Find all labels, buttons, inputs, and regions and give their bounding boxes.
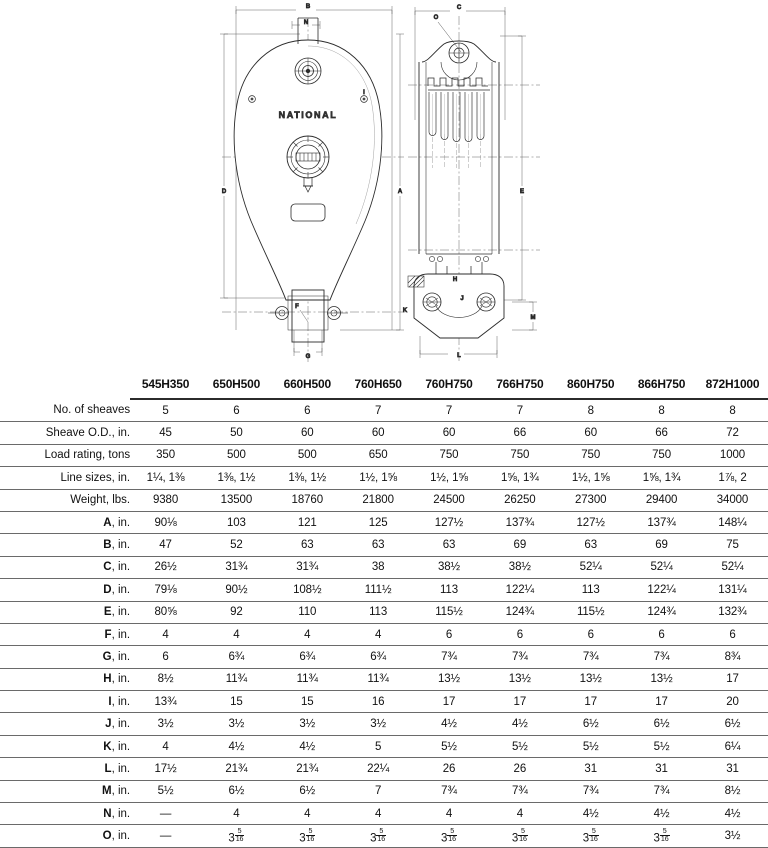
cell-760h750: 4 xyxy=(414,803,485,825)
cell-545h350: 350 xyxy=(130,444,201,466)
cell-872h1000: 6¼ xyxy=(697,735,768,757)
row-label-b xyxy=(0,534,130,556)
cell-650h500: 90½ xyxy=(201,579,272,601)
cell-760h750: 7¾ xyxy=(414,780,485,802)
dim-label-b: B xyxy=(305,4,311,10)
cell-660h500: 3½ xyxy=(272,713,343,735)
row-label-line-sizes-in: Line sizes, in. xyxy=(0,467,130,489)
cell-760h650: 21800 xyxy=(343,489,414,511)
cell-866h750: 29400 xyxy=(626,489,697,511)
cell-760h750: 115½ xyxy=(414,601,485,623)
cell-660h500: 11¾ xyxy=(272,668,343,690)
cell-760h750: 60 xyxy=(414,422,485,444)
cell-545h350: 47 xyxy=(130,534,201,556)
column-header-760h650: 760H650 xyxy=(343,372,414,399)
cell-766h750: 26250 xyxy=(484,489,555,511)
column-header-860h750: 860H750 xyxy=(555,372,626,399)
cell-660h500: 108½ xyxy=(272,579,343,601)
row-letter: C xyxy=(103,561,112,574)
row-label-k xyxy=(0,735,130,757)
brand-label: NATIONAL xyxy=(278,110,338,120)
cell-866h750: 124¾ xyxy=(626,601,697,623)
cell-650h500: 31¾ xyxy=(201,556,272,578)
row-label-weight-lbs: Weight, lbs. xyxy=(0,489,130,511)
cell-660h500: 1⅜, 1½ xyxy=(272,467,343,489)
cell-866h750: 13½ xyxy=(626,668,697,690)
cell-660h500: 4 xyxy=(272,803,343,825)
cell-860h750: 5½ xyxy=(555,735,626,757)
cell-872h1000: 3½ xyxy=(697,825,768,847)
cell-760h650: 60 xyxy=(343,422,414,444)
cell-760h750: 13½ xyxy=(414,668,485,690)
cell-860h750: 4½ xyxy=(555,803,626,825)
row-label-e xyxy=(0,601,130,623)
cell-860h750: 6 xyxy=(555,623,626,645)
cell-760h650: 63 xyxy=(343,534,414,556)
cell-660h500: 4½ xyxy=(272,735,343,757)
row-label-load-rating-tons: Load rating, tons xyxy=(0,444,130,466)
cell-760h750: 63 xyxy=(414,534,485,556)
cell-860h750: 115½ xyxy=(555,601,626,623)
dim-label-m: M xyxy=(530,315,536,321)
cell-760h750: 17 xyxy=(414,691,485,713)
cell-766h750: 26 xyxy=(484,758,555,780)
cell-660h500: 6 xyxy=(272,399,343,422)
cell-766h750: 1⅝, 1¾ xyxy=(484,467,555,489)
table-row xyxy=(0,691,768,713)
cell-650h500: 6¾ xyxy=(201,646,272,668)
dim-label-l: L xyxy=(457,353,461,359)
cell-650h500: 13500 xyxy=(201,489,272,511)
cell-866h750: 1⅝, 1¾ xyxy=(626,467,697,489)
cell-860h750: 7¾ xyxy=(555,646,626,668)
cell-650h500: 11¾ xyxy=(201,668,272,690)
cell-545h350: 1¼, 1⅜ xyxy=(130,467,201,489)
cell-650h500: 15 xyxy=(201,691,272,713)
cell-760h750: 127½ xyxy=(414,511,485,533)
cell-650h500: 103 xyxy=(201,511,272,533)
cell-650h500: 6½ xyxy=(201,780,272,802)
cell-760h750: 7¾ xyxy=(414,646,485,668)
row-label-n xyxy=(0,803,130,825)
table-row xyxy=(0,825,768,847)
cell-866h750: 750 xyxy=(626,444,697,466)
cell-866h750: 31 xyxy=(626,758,697,780)
row-unit: , in. xyxy=(111,673,131,686)
cell-760h750: 4½ xyxy=(414,713,485,735)
cell-866h750: 4½ xyxy=(626,803,697,825)
cell-660h500: 4 xyxy=(272,623,343,645)
cell-660h500: 21¾ xyxy=(272,758,343,780)
row-unit: , in. xyxy=(111,583,131,596)
cell-872h1000: 6 xyxy=(697,623,768,645)
table-row xyxy=(0,646,768,668)
cell-860h750: 27300 xyxy=(555,489,626,511)
row-unit: , in. xyxy=(111,695,131,708)
row-label-sheave-o-d-in: Sheave O.D., in. xyxy=(0,422,130,444)
cell-545h350: 26½ xyxy=(130,556,201,578)
row-label-o xyxy=(0,825,130,847)
row-unit: , in. xyxy=(111,606,131,619)
table-row xyxy=(0,556,768,578)
cell-545h350: — xyxy=(130,825,201,847)
row-unit: , in. xyxy=(111,561,131,574)
cell-860h750: 7¾ xyxy=(555,780,626,802)
cell-860h750: 60 xyxy=(555,422,626,444)
cell-860h750: 1½, 1⅝ xyxy=(555,467,626,489)
row-label-i xyxy=(0,691,130,713)
row-unit: , in. xyxy=(111,740,131,753)
row-unit: , in. xyxy=(111,807,131,820)
row-unit: , in. xyxy=(111,650,131,663)
row-unit: , in. xyxy=(111,762,131,775)
cell-766h750: 7¾ xyxy=(484,780,555,802)
cell-872h1000: 17 xyxy=(697,668,768,690)
cell-650h500: 4½ xyxy=(201,735,272,757)
dim-label-i: I xyxy=(363,90,365,96)
table-row xyxy=(0,489,768,511)
row-letter: L xyxy=(104,762,112,775)
cell-760h750: 3 $\frac{5}{16}$ xyxy=(414,825,485,847)
cell-545h350: 9380 xyxy=(130,489,201,511)
technical-drawing xyxy=(0,0,768,372)
row-label-d xyxy=(0,579,130,601)
cell-872h1000: 132¾ xyxy=(697,601,768,623)
row-label-h xyxy=(0,668,130,690)
cell-660h500: 121 xyxy=(272,511,343,533)
column-header-766h750: 766H750 xyxy=(484,372,555,399)
row-letter: G xyxy=(102,650,112,663)
row-label-j xyxy=(0,713,130,735)
table-row xyxy=(0,735,768,757)
row-label-l xyxy=(0,758,130,780)
cell-866h750: 6 xyxy=(626,623,697,645)
row-letter: O xyxy=(102,830,112,843)
table-row xyxy=(0,758,768,780)
cell-760h650: 7 xyxy=(343,399,414,422)
cell-860h750: 127½ xyxy=(555,511,626,533)
cell-760h650: 4 xyxy=(343,803,414,825)
cell-650h500: 500 xyxy=(201,444,272,466)
cell-545h350: 5 xyxy=(130,399,201,422)
cell-545h350: 8½ xyxy=(130,668,201,690)
row-label-no-of-sheaves: No. of sheaves xyxy=(0,399,130,422)
row-label-m xyxy=(0,780,130,802)
cell-860h750: 113 xyxy=(555,579,626,601)
cell-872h1000: 8½ xyxy=(697,780,768,802)
cell-760h650: 4 xyxy=(343,623,414,645)
cell-860h750: 63 xyxy=(555,534,626,556)
row-letter: H xyxy=(103,673,112,686)
table-row xyxy=(0,399,768,422)
cell-545h350: 45 xyxy=(130,422,201,444)
table-row xyxy=(0,668,768,690)
cell-766h750: 38½ xyxy=(484,556,555,578)
cell-860h750: 750 xyxy=(555,444,626,466)
cell-660h500: 60 xyxy=(272,422,343,444)
cell-866h750: 17 xyxy=(626,691,697,713)
table-corner-cell xyxy=(0,372,130,399)
dim-label-d: D xyxy=(221,189,227,195)
cell-545h350: 3½ xyxy=(130,713,201,735)
cell-760h750: 1½, 1⅝ xyxy=(414,467,485,489)
cell-760h650: 11¾ xyxy=(343,668,414,690)
table-row xyxy=(0,601,768,623)
cell-545h350: 80⅝ xyxy=(130,601,201,623)
cell-660h500: 500 xyxy=(272,444,343,466)
table-row xyxy=(0,579,768,601)
cell-650h500: 21¾ xyxy=(201,758,272,780)
table-row xyxy=(0,623,768,645)
dim-label-e: E xyxy=(519,189,525,195)
cell-766h750: 66 xyxy=(484,422,555,444)
cell-872h1000: 20 xyxy=(697,691,768,713)
row-letter: D xyxy=(103,583,112,596)
row-unit: , in. xyxy=(111,516,131,529)
cell-660h500: 31¾ xyxy=(272,556,343,578)
cell-866h750: 5½ xyxy=(626,735,697,757)
cell-545h350: 17½ xyxy=(130,758,201,780)
cell-872h1000: 72 xyxy=(697,422,768,444)
dim-label-j: J xyxy=(460,296,464,302)
cell-650h500: 3 $\frac{5}{16}$ xyxy=(201,825,272,847)
cell-866h750: 52¼ xyxy=(626,556,697,578)
dim-label-a: A xyxy=(397,189,403,195)
cell-760h750: 5½ xyxy=(414,735,485,757)
row-unit: , in. xyxy=(111,718,131,731)
cell-766h750: 69 xyxy=(484,534,555,556)
row-label-g xyxy=(0,646,130,668)
cell-872h1000: 52¼ xyxy=(697,556,768,578)
cell-866h750: 6½ xyxy=(626,713,697,735)
cell-766h750: 4 xyxy=(484,803,555,825)
dim-label-o: O xyxy=(433,15,439,21)
dim-label-n: N xyxy=(303,20,309,26)
cell-760h750: 750 xyxy=(414,444,485,466)
cell-650h500: 92 xyxy=(201,601,272,623)
cell-866h750: 7¾ xyxy=(626,646,697,668)
column-header-660h500: 660H500 xyxy=(272,372,343,399)
column-header-872h1000: 872H1000 xyxy=(697,372,768,399)
table-row xyxy=(0,511,768,533)
cell-766h750: 13½ xyxy=(484,668,555,690)
cell-866h750: 66 xyxy=(626,422,697,444)
cell-866h750: 137¾ xyxy=(626,511,697,533)
row-label-c xyxy=(0,556,130,578)
cell-766h750: 7¾ xyxy=(484,646,555,668)
row-letter: A xyxy=(103,516,112,529)
cell-860h750: 3 $\frac{5}{16}$ xyxy=(555,825,626,847)
cell-760h650: 113 xyxy=(343,601,414,623)
cell-872h1000: 148¼ xyxy=(697,511,768,533)
cell-660h500: 15 xyxy=(272,691,343,713)
cell-650h500: 1⅜, 1½ xyxy=(201,467,272,489)
cell-760h650: 111½ xyxy=(343,579,414,601)
cell-650h500: 50 xyxy=(201,422,272,444)
cell-766h750: 137¾ xyxy=(484,511,555,533)
row-letter: I xyxy=(108,695,112,708)
table-header-row xyxy=(0,372,768,399)
drawing-svg xyxy=(0,0,768,372)
specifications-table-container xyxy=(0,372,768,848)
row-letter: N xyxy=(103,807,112,820)
dim-label-f: F xyxy=(295,304,299,310)
cell-866h750: 8 xyxy=(626,399,697,422)
cell-866h750: 3 $\frac{5}{16}$ xyxy=(626,825,697,847)
cell-860h750: 17 xyxy=(555,691,626,713)
cell-760h650: 16 xyxy=(343,691,414,713)
column-header-650h500: 650H500 xyxy=(201,372,272,399)
cell-860h750: 52¼ xyxy=(555,556,626,578)
cell-766h750: 4½ xyxy=(484,713,555,735)
cell-766h750: 124¾ xyxy=(484,601,555,623)
row-unit: , in. xyxy=(111,830,131,843)
cell-766h750: 17 xyxy=(484,691,555,713)
cell-760h650: 5 xyxy=(343,735,414,757)
cell-760h650: 22¼ xyxy=(343,758,414,780)
cell-660h500: 6¾ xyxy=(272,646,343,668)
cell-760h650: 1½, 1⅝ xyxy=(343,467,414,489)
cell-545h350: 13¾ xyxy=(130,691,201,713)
cell-545h350: 90⅛ xyxy=(130,511,201,533)
cell-760h650: 3 $\frac{5}{16}$ xyxy=(343,825,414,847)
cell-650h500: 6 xyxy=(201,399,272,422)
cell-872h1000: 8 xyxy=(697,399,768,422)
cell-872h1000: 6½ xyxy=(697,713,768,735)
cell-872h1000: 1000 xyxy=(697,444,768,466)
cell-660h500: 3 $\frac{5}{16}$ xyxy=(272,825,343,847)
cell-872h1000: 1⅞, 2 xyxy=(697,467,768,489)
table-row xyxy=(0,780,768,802)
cell-866h750: 7¾ xyxy=(626,780,697,802)
dim-label-c: C xyxy=(456,5,462,11)
row-letter: F xyxy=(104,628,112,641)
row-letter: M xyxy=(101,785,112,798)
cell-760h750: 38½ xyxy=(414,556,485,578)
cell-545h350: — xyxy=(130,803,201,825)
cell-760h750: 6 xyxy=(414,623,485,645)
row-unit: , in. xyxy=(111,628,131,641)
cell-872h1000: 34000 xyxy=(697,489,768,511)
column-header-760h750: 760H750 xyxy=(414,372,485,399)
cell-872h1000: 8¾ xyxy=(697,646,768,668)
table-row xyxy=(0,467,768,489)
cell-766h750: 6 xyxy=(484,623,555,645)
cell-650h500: 4 xyxy=(201,623,272,645)
cell-545h350: 5½ xyxy=(130,780,201,802)
specifications-table xyxy=(0,372,768,848)
cell-650h500: 4 xyxy=(201,803,272,825)
drawing-background xyxy=(0,0,768,372)
column-header-866h750: 866H750 xyxy=(626,372,697,399)
cell-760h650: 650 xyxy=(343,444,414,466)
cell-872h1000: 31 xyxy=(697,758,768,780)
cell-872h1000: 4½ xyxy=(697,803,768,825)
cell-872h1000: 131¼ xyxy=(697,579,768,601)
cell-860h750: 6½ xyxy=(555,713,626,735)
table-row xyxy=(0,534,768,556)
cell-766h750: 750 xyxy=(484,444,555,466)
cell-866h750: 122¼ xyxy=(626,579,697,601)
cell-860h750: 13½ xyxy=(555,668,626,690)
column-header-545h350: 545H350 xyxy=(130,372,201,399)
table-row xyxy=(0,713,768,735)
cell-660h500: 63 xyxy=(272,534,343,556)
cell-545h350: 6 xyxy=(130,646,201,668)
row-letter: J xyxy=(105,718,112,731)
dim-label-h: H xyxy=(452,277,458,283)
cell-660h500: 110 xyxy=(272,601,343,623)
cell-760h650: 6¾ xyxy=(343,646,414,668)
cell-760h750: 24500 xyxy=(414,489,485,511)
cell-860h750: 8 xyxy=(555,399,626,422)
row-letter: E xyxy=(103,606,112,619)
table-row xyxy=(0,803,768,825)
cell-760h650: 38 xyxy=(343,556,414,578)
cell-872h1000: 75 xyxy=(697,534,768,556)
cell-760h650: 3½ xyxy=(343,713,414,735)
cell-650h500: 3½ xyxy=(201,713,272,735)
cell-660h500: 6½ xyxy=(272,780,343,802)
cell-860h750: 31 xyxy=(555,758,626,780)
cell-866h750: 69 xyxy=(626,534,697,556)
cell-766h750: 7 xyxy=(484,399,555,422)
cell-650h500: 52 xyxy=(201,534,272,556)
cell-760h650: 125 xyxy=(343,511,414,533)
cell-760h750: 26 xyxy=(414,758,485,780)
row-unit: , in. xyxy=(111,539,131,552)
table-row xyxy=(0,444,768,466)
row-unit: , in. xyxy=(111,785,131,798)
row-label-a xyxy=(0,511,130,533)
dim-label-g: G xyxy=(305,354,311,360)
cell-760h650: 7 xyxy=(343,780,414,802)
row-letter: B xyxy=(103,539,112,552)
cell-766h750: 122¼ xyxy=(484,579,555,601)
cell-760h750: 7 xyxy=(414,399,485,422)
cell-766h750: 3 $\frac{5}{16}$ xyxy=(484,825,555,847)
table-row xyxy=(0,422,768,444)
cell-660h500: 18760 xyxy=(272,489,343,511)
cell-545h350: 4 xyxy=(130,735,201,757)
row-label-f xyxy=(0,623,130,645)
cell-545h350: 79⅛ xyxy=(130,579,201,601)
cell-545h350: 4 xyxy=(130,623,201,645)
cell-766h750: 5½ xyxy=(484,735,555,757)
dim-label-k: K xyxy=(402,308,408,314)
cell-760h750: 113 xyxy=(414,579,485,601)
row-letter: K xyxy=(103,740,112,753)
